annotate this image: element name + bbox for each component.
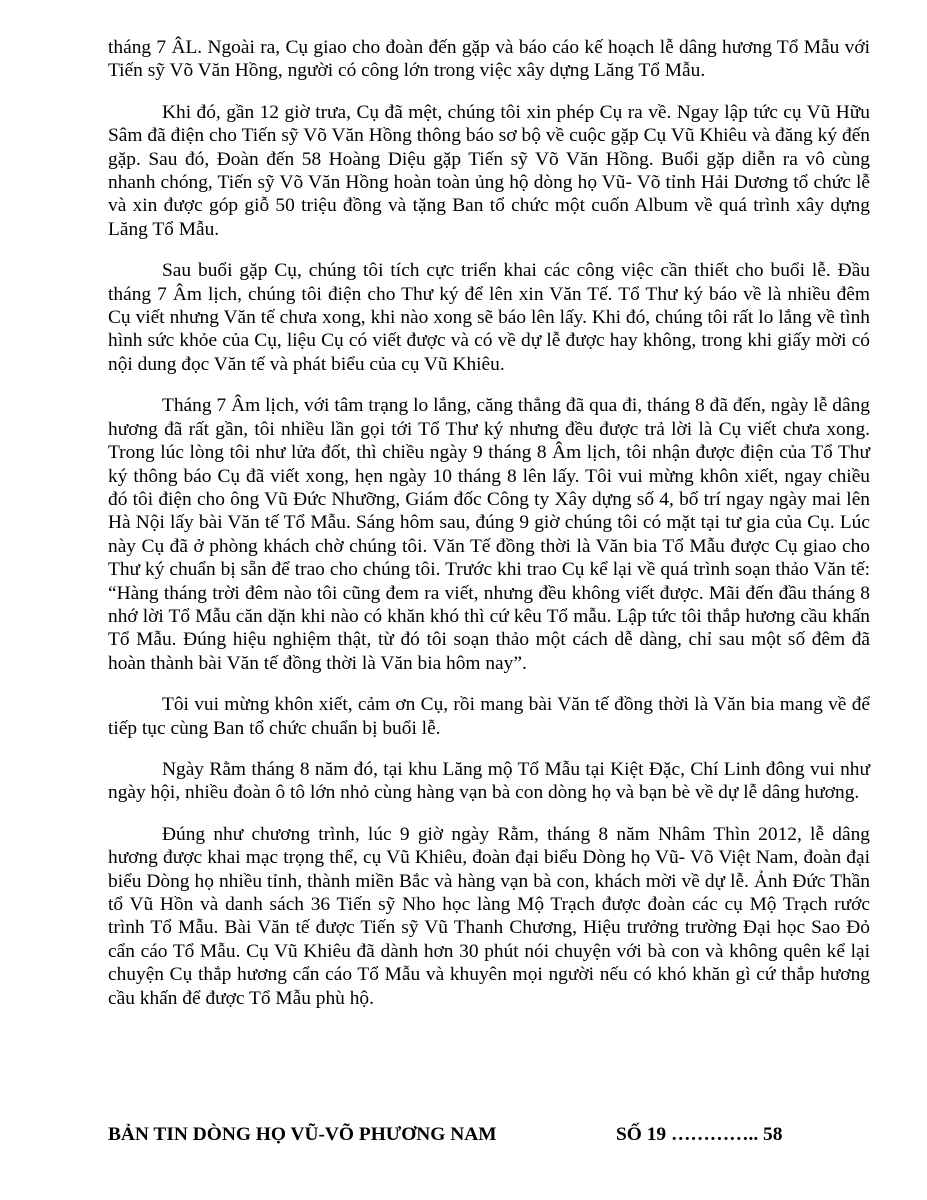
footer-publication-title: BẢN TIN DÒNG HỌ VŨ-VÕ PHƯƠNG NAM [108,1124,497,1145]
paragraph-7: Đúng như chương trình, lúc 9 giờ ngày Rằm, tháng 8 năm Nhâm Thìn 2012, lễ dâng hương được khai mạc trọng thể, cụ Vũ Khiêu, đoàn đại biểu Dòng họ Vũ- Võ Việt Nam, đoàn đại biểu Dòng họ nhiều tỉnh, thành miền Bắc và hàng vạn bà con, khách mời về dự lễ. Ảnh Đức Thần tổ Vũ Hồn và danh sách 36 Tiến sỹ Nho học làng Mộ Trạch được đoàn các cụ Mộ Trạch rước trình Tổ Mẫu. Bài Văn tế được Tiến sỹ Vũ Thanh Chương, Hiệu trưởng trường Đại học Sao Đỏ cẩn cáo Tổ Mẫu. Cụ Vũ Khiêu đã dành hơn 30 phút nói chuyện với bà con và không quên kể lại chuyện Cụ thắp hương cẩn cáo Tổ Mẫu và khuyên mọi người nếu có khó khăn gì cứ thắp hương cầu khấn để được Tổ Mẫu phù hộ. [108,823,870,1009]
paragraph-2: Khi đó, gần 12 giờ trưa, Cụ đã mệt, chúng tôi xin phép Cụ ra về. Ngay lập tức cụ Vũ Hữu Sâm đã điện cho Tiến sỹ Võ Văn Hồng thông báo sơ bộ về cuộc gặp Cụ Vũ Khiêu và đăng ký đến gặp. Sau đó, Đoàn đến 58 Hoàng Diệu gặp Tiến sỹ Võ Văn Hồng. Buổi gặp diễn ra vô cùng nhanh chóng, Tiến sỹ Võ Văn Hồng hoàn toàn ủng hộ dòng họ Vũ- Võ tỉnh Hải Dương tổ chức lễ và xin được góp giỗ 50 triệu đồng và tặng Ban tổ chức một cuốn Album về quá trình xây dựng Lăng Tổ Mẫu. [108,101,870,240]
paragraph-3: Sau buổi gặp Cụ, chúng tôi tích cực triển khai các công việc cần thiết cho buổi lễ. Đầu tháng 7 Âm lịch, chúng tôi điện cho Thư ký để lên xin Văn Tế. Tổ Thư ký báo về là nhiều đêm Cụ viết nhưng Văn tế chưa xong, khi nào xong sẽ báo lên lấy. Khi đó, chúng tôi rất lo lắng về tình hình sức khỏe của Cụ, liệu Cụ có viết được và có về dự lễ được hay không, trong khi giấy mời có nội dung đọc Văn tế và phát biểu của cụ Vũ Khiêu. [108,260,870,375]
paragraph-6: Ngày Rằm tháng 8 năm đó, tại khu Lăng mộ Tổ Mẫu tại Kiệt Đặc, Chí Linh đông vui như ngày hội, nhiều đoàn ô tô lớn nhỏ cùng hàng vạn bà con dòng họ và bạn bè về dự lễ dâng hương. [108,758,870,804]
document-body [108,36,870,1028]
footer-issue-page-number: SỐ 19 ………….. 58 [616,1124,783,1145]
paragraph-1: tháng 7 ÂL. Ngoài ra, Cụ giao cho đoàn đến gặp và báo cáo kế hoạch lễ dâng hương Tổ Mẫu với Tiến sỹ Võ Văn Hồng, người có công lớn trong việc xây dựng Lăng Tổ Mẫu. [108,37,870,82]
paragraph-4: Tháng 7 Âm lịch, với tâm trạng lo lắng, căng thẳng đã qua đi, tháng 8 đã đến, ngày lễ dâng hương đã rất gần, tôi nhiều lần gọi tới Tổ Thư ký nhưng đều được trả lời là Cụ viết chưa xong. Trong lúc lòng tôi như lửa đốt, thì chiều ngày 9 tháng 8 Âm lịch, tôi nhận được điện của Tổ Thư ký thông báo Cụ đã viết xong, hẹn ngày 10 tháng 8 lên lấy. Tôi vui mừng khôn xiết, ngay chiều đó tôi điện cho ông Vũ Đức Nhưỡng, Giám đốc Công ty Xây dựng số 4, bố trí ngay ngày mai lên Hà Nội lấy bài Văn tế Tổ Mẫu. Sáng hôm sau, đúng 9 giờ chúng tôi có mặt tại tư gia của Cụ. Lúc này Cụ đã ở phòng khách chờ chúng tôi. Văn Tế đồng thời là Văn bia Tổ Mẫu được Cụ giao cho Thư ký chuẩn bị sẵn để trao cho chúng tôi. Trước khi trao Cụ kể lại về quá trình soạn thảo Văn tế: “Hàng tháng trời đêm nào tôi cũng đem ra viết, nhưng đều không viết được. Mãi đến đầu tháng 8 nhớ lời Tổ Mẫu căn dặn khi nào có khăn khó thì cứ kêu Tổ mẫu. Lập tức tôi thắp hương cầu khấn Tổ Mẫu. Đúng hiệu nghiệm thật, từ đó tôi soạn thảo một cách dễ dàng, chỉ sau một số đêm đã hoàn thành bài Văn tế đồng thời là Văn bia hôm nay”. [108,395,870,674]
paragraph-5: Tôi vui mừng khôn xiết, cảm ơn Cụ, rồi mang bài Văn tế đồng thời là Văn bia mang về để tiếp tục cùng Ban tổ chức chuẩn bị buổi lễ. [108,694,870,739]
